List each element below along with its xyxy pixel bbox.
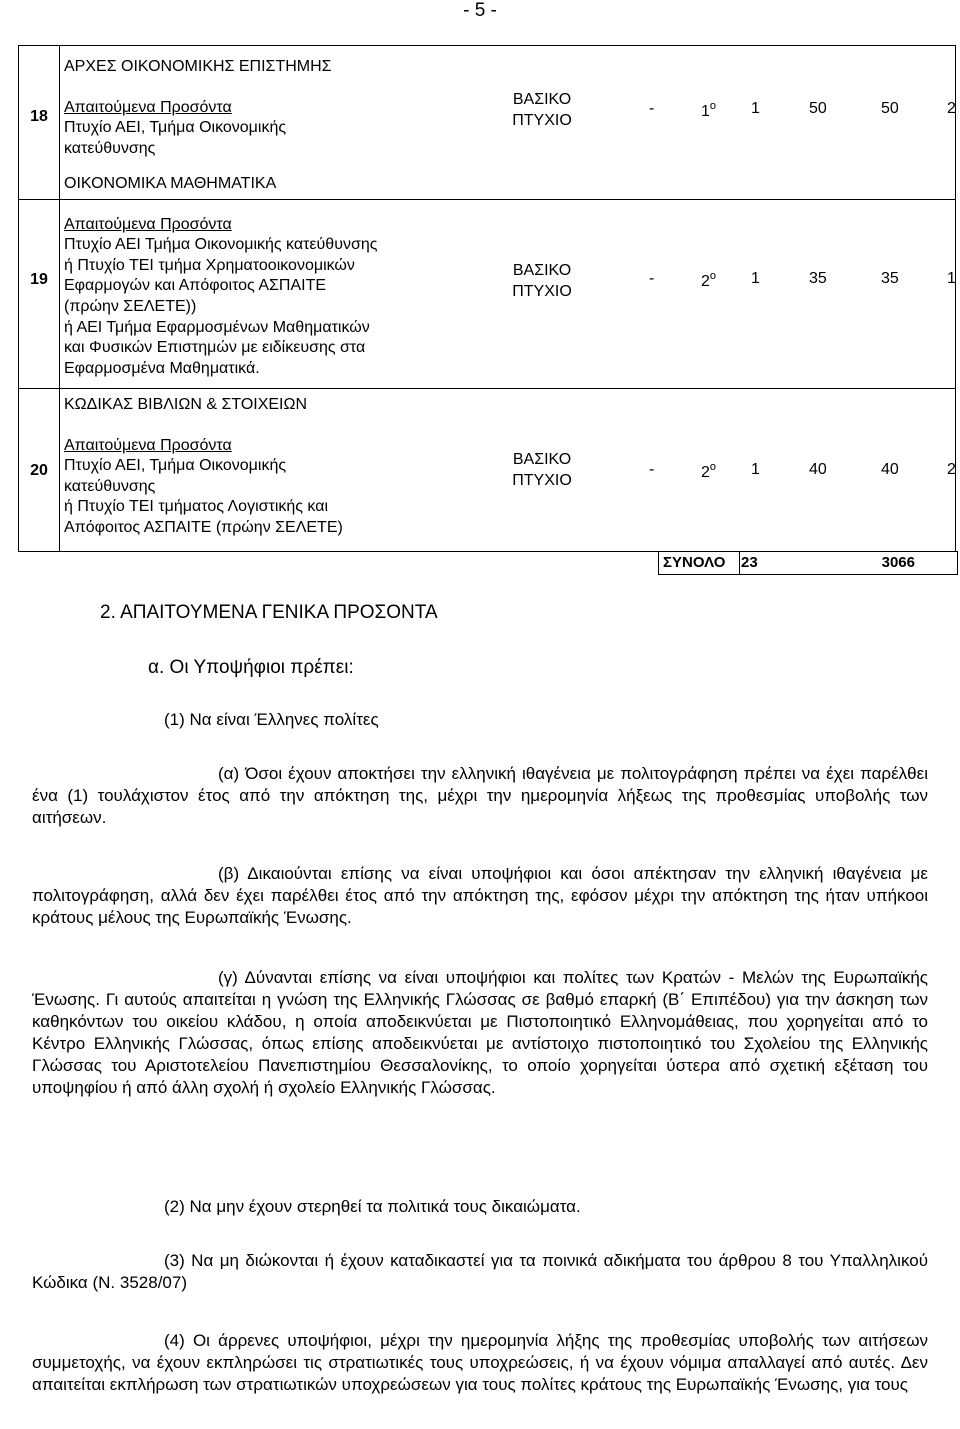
values-cell (629, 270, 957, 292)
requirements-label: Απαιτούμενα Προσόντα (64, 98, 232, 116)
requirement-line: κατεύθυνσης (64, 477, 156, 495)
table-row (18, 388, 956, 552)
value-4: 1 (947, 270, 956, 287)
degree-line: ΠΤΥΧΙΟ (512, 472, 572, 489)
dash: - (649, 270, 655, 287)
requirement-line: κατεύθυνσης (64, 139, 156, 157)
requirement-line: και Φυσικών Επιστημών με ειδίκευσης στα (64, 339, 366, 357)
requirement-line: (πρώην ΣΕΛΕΤΕ)) (64, 297, 197, 315)
section-heading: 2. ΑΠΑΙΤΟΥΜΕΝΑ ΓΕΝΙΚΑ ΠΡΟΣΟΝΤΑ (100, 602, 438, 623)
requirement-line: ή Πτυχίο ΤΕΙ τμήματος Λογιστικής και (64, 498, 329, 516)
value-2: 40 (809, 461, 827, 478)
requirement-line: Πτυχίο ΑΕΙ, Τμήμα Οικονομικής (64, 457, 287, 475)
requirement-line: Πτυχίο ΑΕΙ, Τμήμα Οικονομικής (64, 119, 287, 137)
semester: $1^o$ (701, 100, 717, 120)
dash: - (649, 461, 655, 478)
degree-line: ΒΑΣΙΚΟ (512, 262, 572, 279)
requirement-line: Πτυχίο ΑΕΙ Τμήμα Οικονομικής κατεύθυνσης (64, 236, 378, 254)
requirements-label: Απαιτούμενα Προσόντα (64, 215, 232, 233)
course-cell (64, 57, 474, 159)
degree-cell (467, 260, 617, 302)
degree-line: ΒΑΣΙΚΟ (512, 91, 572, 108)
values-cell (629, 461, 957, 483)
requirement-item-1: (1) Να είναι Έλληνες πολίτες (164, 710, 379, 729)
paragraph-3: (3) Να μη διώκονται ή έχουν καταδικαστεί για τα ποινικά αδικήματα του άρθρου 8 του Υπαλληλικού Κώδικα (Ν. 3528/07) (32, 1251, 928, 1292)
courses-table (18, 45, 956, 552)
paragraph-a: (α) Όσοι έχουν αποκτήσει την ελληνική ιθαγένεια με πολιτογράφηση πρέπει να έχει παρέλθει ένα (1) τουλάχιστον έτος από την απόκτηση της, μέχρι την ημερομηνία λήξεως της προθεσμίας υποβολής των αιτήσεων. (32, 764, 928, 827)
course-title: ΑΡΧΕΣ ΟΙΚΟΝΟΜΙΚΗΣ ΕΠΙΣΤΗΜΗΣ (64, 58, 332, 75)
value-3: 40 (881, 461, 899, 478)
value-3: 50 (881, 100, 899, 117)
value-2: 35 (809, 270, 827, 287)
value-1: 1 (751, 461, 760, 478)
degree-cell (467, 449, 617, 491)
total-label: ΣΥΝΟΛΟ (663, 554, 726, 571)
requirements-label: Απαιτούμενα Προσόντα (64, 436, 232, 454)
semester: $2^o$ (701, 461, 717, 481)
row-number: 20 (30, 462, 48, 479)
value-3: 35 (881, 270, 899, 287)
semester: $2^o$ (701, 270, 717, 290)
course-title: ΚΩΔΙΚΑΣ ΒΙΒΛΙΩΝ & ΣΤΟΙΧΕΙΩΝ (64, 396, 308, 413)
degree-line: ΠΤΥΧΙΟ (512, 112, 572, 129)
total-value-2: 3066 (881, 554, 915, 571)
requirement-line: ή Πτυχίο ΤΕΙ τμήμα Χρηματοοικονομικών (64, 256, 355, 274)
total-value-1: 23 (741, 554, 758, 571)
row-number: 19 (30, 271, 48, 288)
paragraph-4: (4) Οι άρρενες υποψήφιοι, μέχρι την ημερομηνία λήξης της προθεσμίας υποβολής των αιτήσεων συμμετοχής, να έχουν εκπληρώσει τις στρατιωτικές τους υποχρεώσεις, ή να έχουν νόμιμα απαλλαγεί από αυτές. Δεν απαιτείται εκπλήρωση των στρατιωτικών υποχρεώσεων για τους πολίτες κράτους της Ευρωπαϊκής Ένωσης, για τους (32, 1331, 928, 1394)
page-number: - 5 - (463, 0, 497, 21)
requirement-line: Εφαρμογών και Απόφοιτος ΑΣΠΑΙΤΕ (64, 277, 327, 295)
degree-line: ΠΤΥΧΙΟ (512, 283, 572, 300)
value-4: 2 (947, 461, 956, 478)
requirement-item-2: (2) Να μην έχουν στερηθεί τα πολιτικά τους δικαιώματα. (164, 1197, 581, 1216)
degree-cell (467, 89, 617, 131)
value-1: 1 (751, 100, 760, 117)
course-cell (64, 395, 474, 539)
row-number: 18 (30, 108, 48, 125)
requirement-line: ή ΑΕΙ Τμήμα Εφαρμοσμένων Μαθηματικών (64, 318, 370, 336)
dash: - (649, 100, 655, 117)
sub-heading: α. Οι Υποψήφιοι πρέπει: (148, 657, 354, 678)
value-2: 50 (809, 100, 827, 117)
values-cell (629, 100, 957, 122)
requirement-line: Εφαρμοσμένα Μαθηματικά. (64, 359, 260, 377)
value-4: 2 (947, 100, 956, 117)
degree-line: ΒΑΣΙΚΟ (512, 451, 572, 468)
course-title: ΟΙΚΟΝΟΜΙΚΑ ΜΑΘΗΜΑΤΙΚΑ (64, 175, 277, 192)
total-box (658, 551, 958, 575)
paragraph-b: (β) Δικαιούνται επίσης να είναι υποψήφιοι και όσοι απέκτησαν την ελληνική ιθαγένεια με πολιτογράφηση, αλλά δεν έχει παρέλθει έτος από την απόκτηση της, εφόσον μέχρι την απόκτηση της ήταν υπήκοοι κράτους μέλους της Ευρωπαϊκής Ένωσης. (32, 864, 928, 927)
requirement-line: Απόφοιτος ΑΣΠΑΙΤΕ (πρώην ΣΕΛΕΤΕ) (64, 518, 343, 536)
course-cell (64, 174, 474, 379)
value-1: 1 (751, 270, 760, 287)
table-row (18, 175, 956, 388)
paragraph-c: (γ) Δύνανται επίσης να είναι υποψήφιοι και πολίτες των Κρατών - Μελών της Ευρωπαϊκής Ένωσης. Γι αυτούς απαιτείται η γνώση της Ελληνικής Γλώσσας σε βαθμό επαρκή (Β΄ Επιπέδου) για την άσκηση των καθηκόντων του οικείου κλάδου, η οποία αποδεικνύεται με Πιστοποιητικό Ελληνομάθειας, που χορηγείται από το Κέντρο Ελληνικής Γλώσσας, όπως επίσης αποδεικνύεται με αντίστοιχο πιστοποιητικό του Σχολείου της Ελληνικής Γλώσσας του Αριστοτελείου Πανεπιστημίου Θεσσαλονίκης, το οποίο χορηγείται ύστερα από σχετική εξέταση του υποψηφίου ή από άλλη σχολή ή σχολείο Ελληνικής Γλώσσας. (32, 968, 928, 1097)
